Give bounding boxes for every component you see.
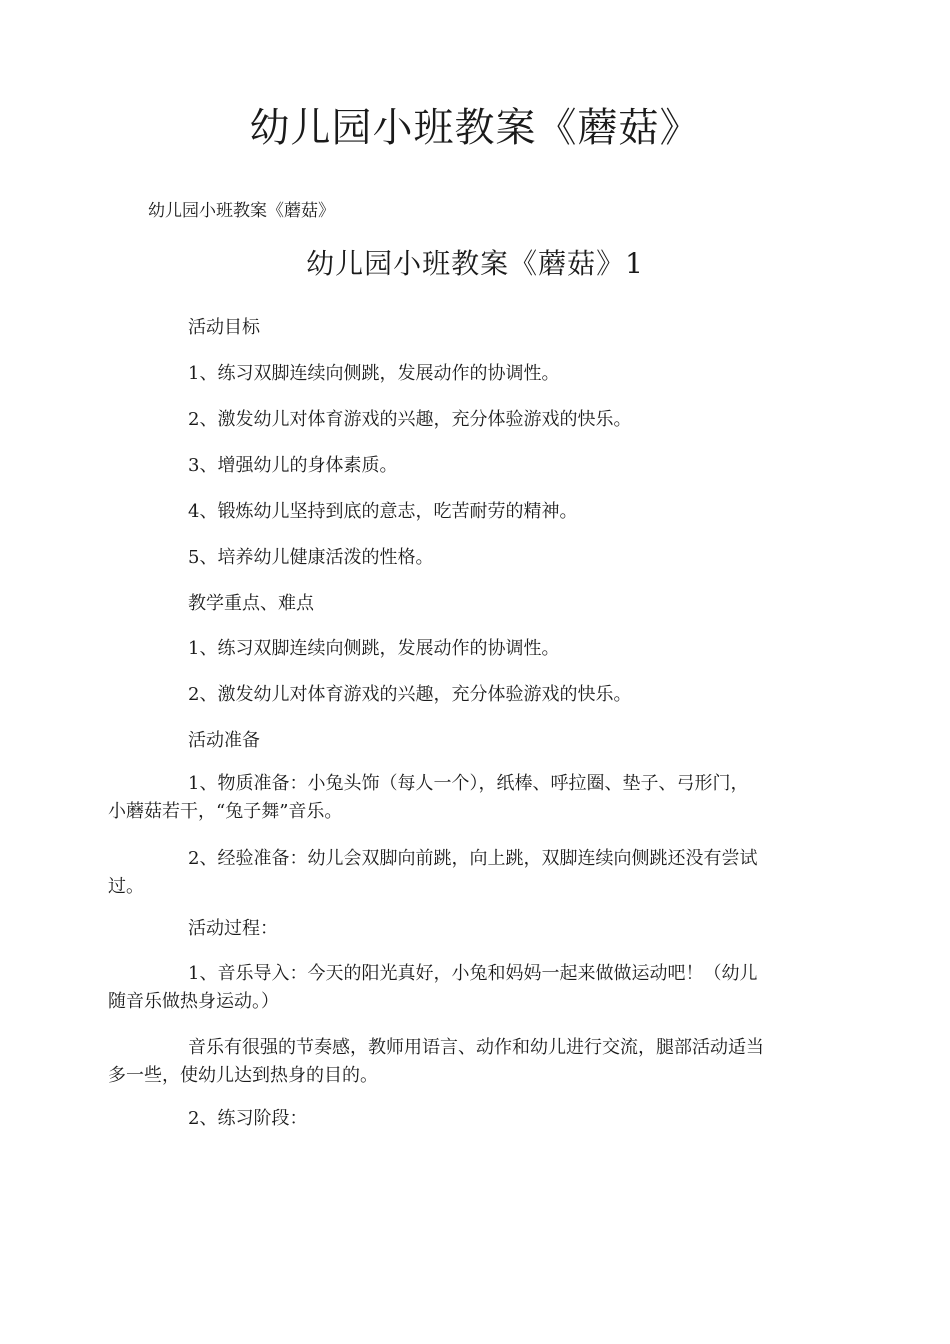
prep-line: 1、物质准备：小兔头饰（每人一个），纸棒、呼拉圈、垫子、弓形门， (188, 773, 749, 794)
prep-paragraph (108, 845, 844, 901)
goal-item: 2、激发幼儿对体育游戏的兴趣，充分体验游戏的快乐。 (188, 409, 632, 430)
goal-item: 1、练习双脚连续向侧跳，发展动作的协调性。 (188, 363, 560, 384)
section-title: 幼儿园小班教案《蘑菇》1 (306, 247, 644, 280)
process-line: 随音乐做热身运动。） (108, 991, 279, 1012)
prep-heading: 活动准备 (188, 730, 260, 751)
key-point-item: 1、练习双脚连续向侧跳，发展动作的协调性。 (188, 638, 560, 659)
goal-item: 5、培养幼儿健康活泼的性格。 (188, 547, 434, 568)
goal-item: 4、锻炼幼儿坚持到底的意志，吃苦耐劳的精神。 (188, 501, 578, 522)
prep-paragraph (108, 770, 844, 826)
main-title: 幼儿园小班教案《蘑菇》 (249, 105, 701, 151)
process-line: 音乐有很强的节奏感，教师用语言、动作和幼儿进行交流，腿部活动适当 (188, 1037, 764, 1058)
process-heading: 活动过程： (188, 918, 278, 939)
goal-item: 3、增强幼儿的身体素质。 (188, 455, 398, 476)
process-line: 多一些，使幼儿达到热身的目的。 (108, 1065, 378, 1086)
key-point-item: 2、激发幼儿对体育游戏的兴趣，充分体验游戏的快乐。 (188, 684, 632, 705)
process-line: 1、音乐导入：今天的阳光真好，小兔和妈妈一起来做做运动吧！（幼儿 (188, 963, 758, 984)
subtitle: 幼儿园小班教案《蘑菇》 (148, 201, 335, 221)
prep-line: 2、经验准备：幼儿会双脚向前跳，向上跳，双脚连续向侧跳还没有尝试 (188, 848, 758, 869)
prep-line: 小蘑菇若干，“兔子舞”音乐。 (108, 801, 343, 822)
process-paragraph (108, 1034, 844, 1090)
prep-line: 过。 (108, 876, 144, 897)
practice-heading: 2、练习阶段： (188, 1108, 308, 1129)
key-points-heading: 教学重点、难点 (188, 593, 314, 614)
goals-heading: 活动目标 (188, 317, 260, 338)
process-paragraph (108, 960, 844, 1016)
